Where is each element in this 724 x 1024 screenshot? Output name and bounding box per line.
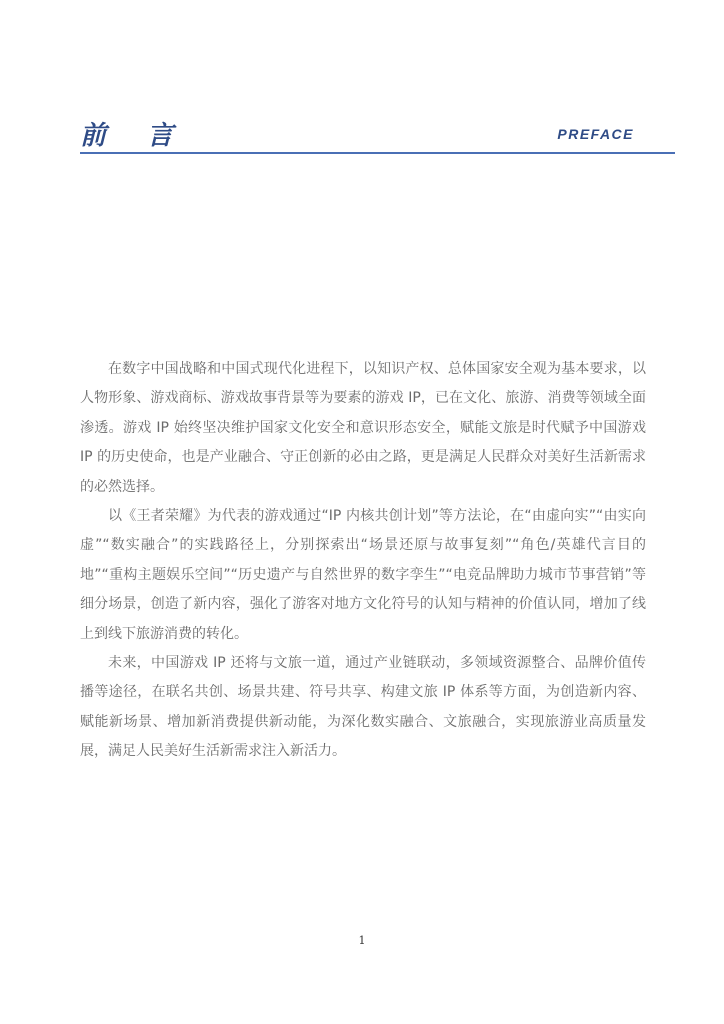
preface-body — [80, 355, 646, 767]
page-title: 前 言 — [80, 121, 190, 151]
page-number: 1 — [358, 934, 366, 947]
paragraph-2: 以《王者荣耀》为代表的游戏通过“IP 内核共创计划”等方法论，在“由虚向实”“由实向虚”“数实融合”的实践路径上，分别探索出“场景还原与故事复刻”“角色/英雄代言目的地”“重构主题娱乐空间”“历史遗产与自然世界的数字孪生”“电竞品牌助力城市节事营销”等细分场景，创造了新内容，强化了游客对地方文化符号的认知与精神的价值认同，增加了线上到线下旅游消费的转化。 — [80, 508, 646, 642]
page-title-english: PREFACE — [557, 126, 634, 142]
paragraph-3: 未来，中国游戏 IP 还将与文旅一道，通过产业链联动，多领域资源整合、品牌价值传播等途径，在联名共创、场景共建、符号共享、构建文旅 IP 体系等方面，为创造新内容、赋能新场景、增加新消费提供新动能，为深化数实融合、文旅融合，实现旅游业高质量发展，满足人民美好生活新需求注入新活力。 — [80, 655, 646, 760]
title-divider — [80, 152, 675, 154]
paragraph-1: 在数字中国战略和中国式现代化进程下，以知识产权、总体国家安全观为基本要求，以人物形象、游戏商标、游戏故事背景等为要素的游戏 IP，已在文化、旅游、消费等领域全面渗透。游戏 IP 始终坚决维护国家文化安全和意识形态安全，赋能文旅是时代赋予中国游戏 IP 的历史使命，也是产业融合、守正创新的必由之路，更是满足人民群众对美好生活新需求的必然选择。 — [80, 361, 646, 495]
